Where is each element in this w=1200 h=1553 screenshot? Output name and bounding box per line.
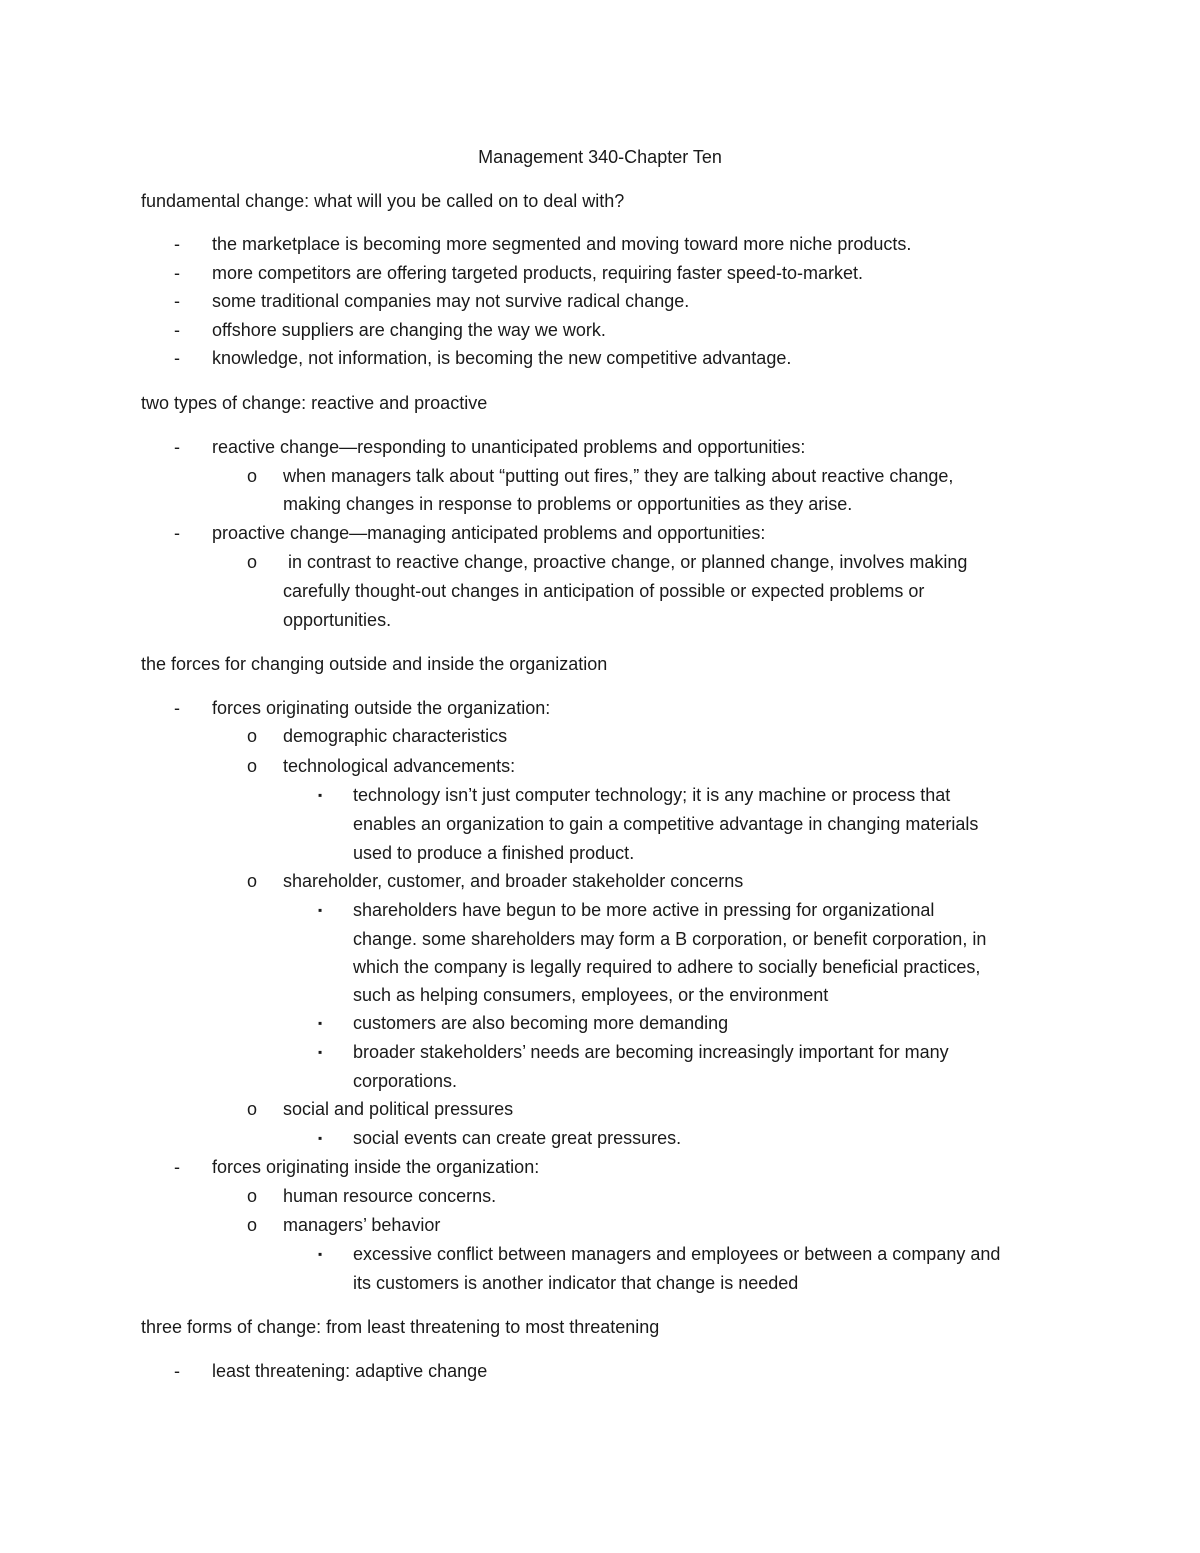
section-heading: the forces for changing outside and inside the organization bbox=[141, 654, 608, 674]
list-item: broader stakeholders’ needs are becoming increasingly important for many bbox=[353, 1042, 949, 1062]
list-item: managers’ behavior bbox=[283, 1215, 441, 1235]
circle-bullet: o bbox=[247, 726, 258, 746]
section-heading: three forms of change: from least threatening to most threatening bbox=[141, 1317, 660, 1337]
list-item: knowledge, not information, is becoming the new competitive advantage. bbox=[212, 348, 792, 368]
dash-bullet: - bbox=[174, 1361, 180, 1381]
list-item: excessive conflict between managers and employees or between a company and bbox=[353, 1244, 1001, 1264]
list-item-continuation: which the company is legally required to adhere to socially beneficial practices, bbox=[353, 957, 981, 977]
list-item: least threatening: adaptive change bbox=[212, 1361, 488, 1381]
document-title: Management 340-Chapter Ten bbox=[478, 147, 722, 167]
list-item: the marketplace is becoming more segmented and moving toward more niche products. bbox=[212, 234, 912, 254]
square-bullet: ▪ bbox=[318, 1045, 323, 1059]
list-item: some traditional companies may not survive radical change. bbox=[212, 291, 690, 311]
list-item-continuation: opportunities. bbox=[283, 610, 392, 630]
list-item: shareholders have begun to be more active in pressing for organizational bbox=[353, 900, 935, 920]
dash-bullet: - bbox=[174, 348, 180, 368]
circle-bullet: o bbox=[247, 466, 258, 486]
dash-bullet: - bbox=[174, 1157, 180, 1177]
circle-bullet: o bbox=[247, 756, 258, 776]
list-item: human resource concerns. bbox=[283, 1186, 497, 1206]
list-item: proactive change—managing anticipated problems and opportunities: bbox=[212, 523, 766, 543]
section-heading: fundamental change: what will you be called on to deal with? bbox=[141, 191, 625, 211]
list-item: technological advancements: bbox=[283, 756, 516, 776]
circle-bullet: o bbox=[247, 1186, 258, 1206]
square-bullet: ▪ bbox=[318, 1131, 323, 1145]
section-heading: two types of change: reactive and proactive bbox=[141, 393, 488, 413]
list-item: technology isn’t just computer technology; it is any machine or process that bbox=[353, 785, 951, 805]
circle-bullet: o bbox=[247, 871, 258, 891]
list-item-continuation: change. some shareholders may form a B corporation, or benefit corporation, in bbox=[353, 929, 987, 949]
list-item: reactive change—responding to unanticipated problems and opportunities: bbox=[212, 437, 806, 457]
list-item-continuation: carefully thought-out changes in anticipation of possible or expected problems or bbox=[283, 581, 925, 601]
dash-bullet: - bbox=[174, 523, 180, 543]
dash-bullet: - bbox=[174, 234, 180, 254]
square-bullet: ▪ bbox=[318, 788, 323, 802]
square-bullet: ▪ bbox=[318, 1247, 323, 1261]
list-item: social events can create great pressures. bbox=[353, 1128, 682, 1148]
dash-bullet: - bbox=[174, 437, 180, 457]
list-item: offshore suppliers are changing the way we work. bbox=[212, 320, 606, 340]
list-item: social and political pressures bbox=[283, 1099, 514, 1119]
circle-bullet: o bbox=[247, 552, 258, 572]
dash-bullet: - bbox=[174, 263, 180, 283]
list-item-continuation: enables an organization to gain a competitive advantage in changing materials bbox=[353, 814, 979, 834]
list-item: customers are also becoming more demanding bbox=[353, 1013, 729, 1033]
list-item-continuation: such as helping consumers, employees, or the environment bbox=[353, 985, 829, 1005]
list-item: forces originating inside the organization: bbox=[212, 1157, 540, 1177]
list-item: demographic characteristics bbox=[283, 726, 508, 746]
square-bullet: ▪ bbox=[318, 1016, 323, 1030]
list-item-continuation: its customers is another indicator that change is needed bbox=[353, 1273, 799, 1293]
square-bullet: ▪ bbox=[318, 903, 323, 917]
circle-bullet: o bbox=[247, 1215, 258, 1235]
list-item-continuation: corporations. bbox=[353, 1071, 458, 1091]
list-item: shareholder, customer, and broader stakeholder concerns bbox=[283, 871, 744, 891]
list-item: more competitors are offering targeted products, requiring faster speed-to-market. bbox=[212, 263, 863, 283]
list-item-continuation: making changes in response to problems or opportunities as they arise. bbox=[283, 494, 853, 514]
list-item: forces originating outside the organization: bbox=[212, 698, 551, 718]
circle-bullet: o bbox=[247, 1099, 258, 1119]
list-item-continuation: used to produce a finished product. bbox=[353, 843, 635, 863]
list-item: in contrast to reactive change, proactive change, or planned change, involves making bbox=[283, 552, 968, 572]
dash-bullet: - bbox=[174, 291, 180, 311]
dash-bullet: - bbox=[174, 698, 180, 718]
dash-bullet: - bbox=[174, 320, 180, 340]
list-item: when managers talk about “putting out fires,” they are talking about reactive change, bbox=[283, 466, 954, 486]
